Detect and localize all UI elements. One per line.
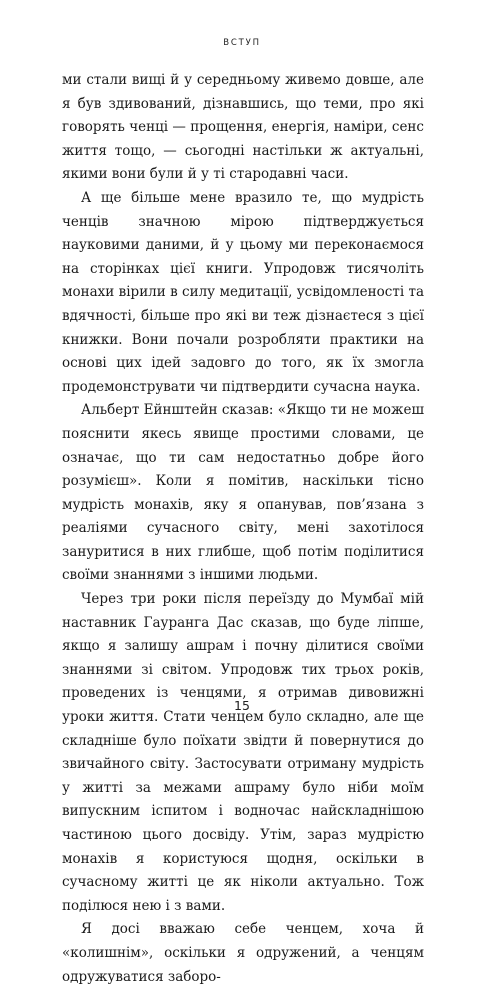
paragraph-5: Я досі вважаю себе ченцем, хоча й «колишнім», оскільки я одружений, а ченцям одружуватися заборо- <box>62 921 424 985</box>
paragraph-2: А ще більше мене вразило те, що мудрість ченців значною мірою підтверджується науковими даними, й у цьому ми переконаємося на сторінках цієї книги. Упродовж тисячоліть монахи вірили в силу медитації, усвідомленості та вдячності, більше про які ви теж дізнаєтеся з цієї книжки. Вони почали розробляти практики на основі цих ідей задовго до того, як їх змогла продемонструвати чи підтвердити сучасна наука. <box>62 189 424 395</box>
paragraph-1: ми стали вищі й у середньому живемо довше, але я був здивований, дізнавшись, що теми, про які говорять ченці — прощення, енергія, наміри, сенс життя тощо, — сьогодні настільки ж актуальні, якими вони були й у ті стародавні часи. <box>62 72 424 183</box>
paragraph-3: Альберт Ейнштейн сказав: «Якщо ти не можеш пояснити якесь явище простими словами, це означає, що ти сам недостатньо добре його розумієш». Коли я помітив, наскільки тісно мудрість монахів, яку я опанував, пов’язана з реаліями сучасного світу, мені захотілося зануритися в них глибше, щоб потім поділитися своїми знаннями з іншими людьми. <box>62 402 424 584</box>
paragraph-4: Через три роки після переїзду до Мумбаї мій наставник Гауранга Дас сказав, що буде ліпше, якщо я залишу ашрам і почну ділитися своїми знаннями зі світом. Упродовж тих трьох років, проведених із ченцями, я отримав дивовижні уроки життя. Стати ченцем було складно, але ще складніше було поїхати звідти й повернутися до звичайного світу. Застосувати отриману мудрість у житті за межами ашраму було ніби моїм випускним іспитом і водночас найскладнішою частиною цього досвіду. Утім, зараз мудрістю монахів я користуюся щодня, оскільки в сучасному житті це як ніколи актуально. Тож поділюся нею і з вами. <box>62 591 424 914</box>
body-text <box>62 69 424 989</box>
running-head: ВСТУП <box>223 38 261 48</box>
page-number: 15 <box>234 698 250 713</box>
